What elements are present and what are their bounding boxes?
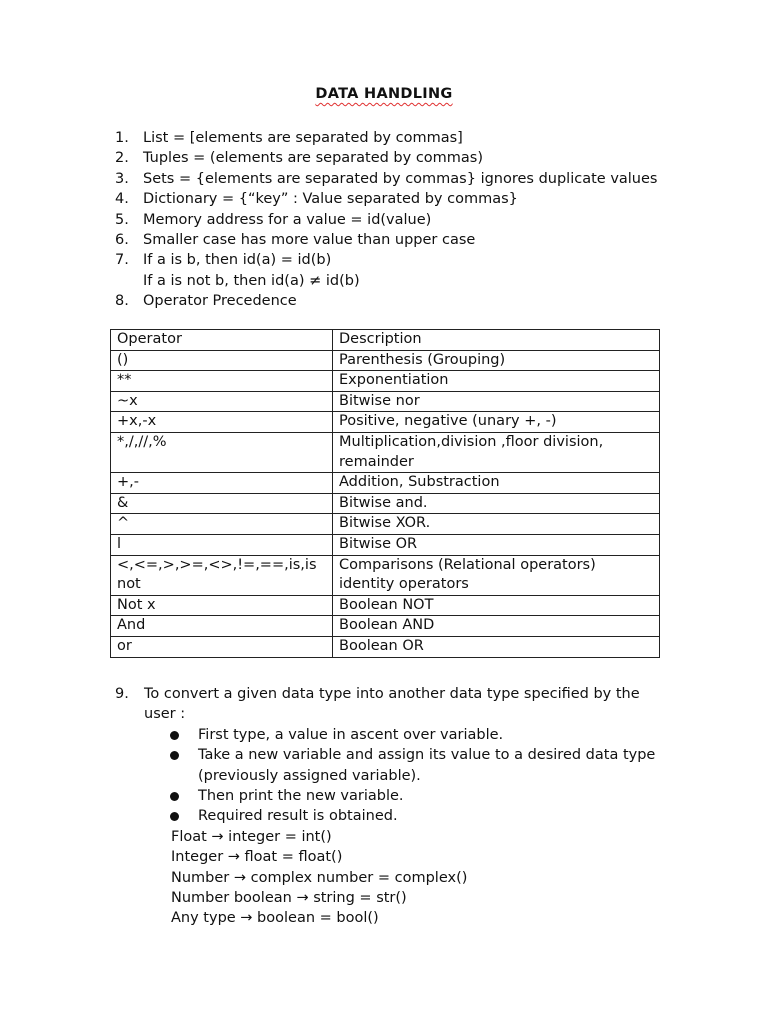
list-item-text: Operator Precedence (143, 293, 297, 310)
bullet-item (115, 806, 668, 826)
operator-cell: & (111, 493, 333, 514)
list-item-text: Tuples = (elements are separated by commas) (143, 150, 484, 167)
description-cell: Parenthesis (Grouping) (333, 350, 660, 371)
description-cell: Boolean AND (333, 616, 660, 637)
description-cell: Bitwise XOR. (333, 514, 660, 535)
table-row (111, 371, 660, 392)
table-row (111, 534, 660, 555)
list-item-text: Smaller case has more value than upper case (143, 231, 476, 248)
description-cell: Bitwise nor (333, 391, 660, 412)
list-item (115, 230, 675, 250)
table-row (111, 350, 660, 371)
table-row (111, 555, 660, 595)
table-row (111, 616, 660, 637)
conversion-rule: Number boolean → string = str() (171, 890, 407, 907)
description-cell: Bitwise and. (333, 493, 660, 514)
list-item-number: 3. (115, 170, 129, 187)
table-row (111, 493, 660, 514)
table-row (111, 432, 660, 472)
description-cell: Comparisons (Relational operators) identity operators (333, 555, 660, 595)
list-item-number: 7. (115, 252, 129, 269)
bullet-item (115, 725, 668, 745)
list-item (115, 128, 675, 148)
operator-cell: ** (111, 371, 333, 392)
bullet-icon (170, 812, 179, 821)
operator-cell: or (111, 636, 333, 657)
table-row (111, 412, 660, 433)
operator-cell: *,/,//,% (111, 432, 333, 472)
description-cell: Boolean OR (333, 636, 660, 657)
document-title (0, 86, 768, 102)
list-item-continuation (115, 271, 675, 291)
list-item-text: If a is b, then id(a) = id(b) (143, 252, 332, 269)
operator-precedence-table (110, 329, 660, 658)
table-row (111, 391, 660, 412)
list-item-text: Sets = {elements are separated by commas} ignores duplicate values (143, 170, 658, 187)
document-title-text: DATA HANDLING (315, 86, 453, 102)
conversion-section (115, 684, 675, 929)
table-row (111, 514, 660, 535)
operator-cell: <,<=,>,>=,<>,!=,==,is,is not (111, 555, 333, 595)
bullet-text: Then print the new variable. (198, 788, 404, 805)
bullet-list (115, 725, 675, 827)
list-item-text: To convert a given data type into another data type specified by the user : (144, 686, 640, 723)
list-item (115, 148, 675, 168)
bullet-item (115, 786, 668, 806)
operator-cell: () (111, 350, 333, 371)
bullet-icon (170, 792, 179, 801)
list-item (115, 210, 675, 230)
list-item-number: 4. (115, 191, 129, 208)
table-header-row (111, 330, 660, 351)
conversion-rule: Float → integer = int() (171, 828, 332, 845)
operator-cell: +,- (111, 473, 333, 494)
list-item-number: 2. (115, 150, 129, 167)
list-item-number: 6. (115, 231, 129, 248)
description-cell: Boolean NOT (333, 595, 660, 616)
operator-cell: And (111, 616, 333, 637)
description-cell: Exponentiation (333, 371, 660, 392)
description-cell: Positive, negative (unary +, -) (333, 412, 660, 433)
description-cell: Multiplication,division ,floor division, remainder (333, 432, 660, 472)
conversion-rule: Number → complex number = complex() (171, 869, 468, 886)
operator-cell: ^ (111, 514, 333, 535)
table-row (111, 636, 660, 657)
operator-cell: Not x (111, 595, 333, 616)
list-item-number: 5. (115, 211, 129, 228)
description-cell: Bitwise OR (333, 534, 660, 555)
conversion-rule: Any type → boolean = bool() (171, 910, 379, 927)
conversion-rules (171, 827, 675, 929)
bullet-text: First type, a value in ascent over variable. (198, 726, 504, 743)
list-item-number: 1. (115, 130, 129, 146)
list-item-text: Dictionary = {“key” : Value separated by commas} (143, 191, 518, 208)
numbered-list (115, 128, 675, 312)
list-item-number: 9. (115, 686, 129, 702)
list-item (115, 250, 675, 270)
operator-cell: ~x (111, 391, 333, 412)
bullet-text: Take a new variable and assign its value to a desired data type (previously assigned variable). (198, 747, 656, 784)
list-item-number: 8. (115, 293, 129, 310)
list-item (115, 189, 675, 209)
table-header-description: Description (333, 330, 660, 351)
table-row (111, 595, 660, 616)
bullet-icon (170, 751, 179, 760)
list-item-text: Memory address for a value = id(value) (143, 211, 432, 228)
operator-cell: +x,-x (111, 412, 333, 433)
conversion-rule: Integer → float = float() (171, 849, 343, 866)
list-item (115, 169, 675, 189)
table-header-operator: Operator (111, 330, 333, 351)
list-item-text: List = [elements are separated by commas] (143, 130, 463, 146)
list-item (115, 684, 675, 725)
bullet-icon (170, 731, 179, 740)
bullet-item (115, 745, 668, 786)
table-row (111, 473, 660, 494)
bullet-text: Required result is obtained. (198, 808, 398, 825)
list-item-text: If a is not b, then id(a) ≠ id(b) (143, 272, 360, 289)
list-item (115, 291, 675, 311)
operator-cell: l (111, 534, 333, 555)
description-cell: Addition, Substraction (333, 473, 660, 494)
